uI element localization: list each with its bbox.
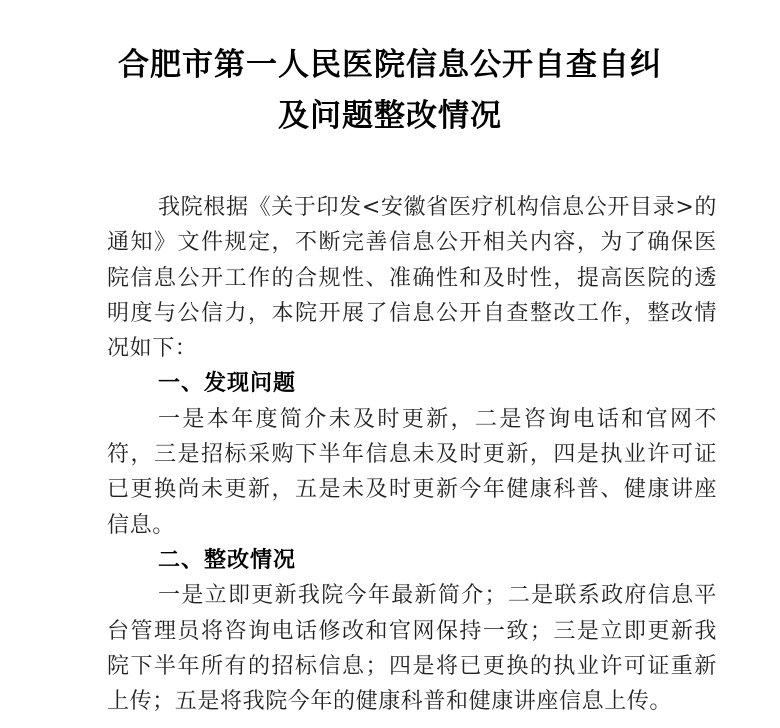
- body-paragraph: 一是本年度简介未及时更新，二是咨询电话和官网不符，三是招标采购下半年信息未及时更新，四是执业许可证已更换尚未更新，五是未及时更新今年健康科普、健康讲座信息。: [107, 406, 717, 538]
- section-heading: 二、整改情况: [158, 547, 297, 573]
- document-title-line-2: 及问题整改情况: [278, 98, 502, 134]
- document-body: [107, 190, 717, 719]
- section-heading: 一、发现问题: [158, 371, 297, 397]
- body-paragraph: 一是立即更新我院今年最新简介；二是联系政府信息平台管理员将咨询电话修改和官网保持一致；三是立即更新我院下半年所有的招标信息；四是将已更换的执业许可证重新上传；五是将我院今年的健康科普和健康讲座信息上传。: [107, 583, 717, 715]
- document-title: [0, 40, 780, 142]
- body-paragraph: 我院根据《关于印发<安徽省医疗机构信息公开目录>的通知》文件规定，不断完善信息公开相关内容，为了确保医院信息公开工作的合规性、准确性和及时性，提高医院的透明度与公信力，本院开展了信息公开自查整改工作，整改情况如下：: [107, 195, 717, 362]
- document-title-line-1: 合肥市第一人民医院信息公开自查自纠: [118, 47, 662, 83]
